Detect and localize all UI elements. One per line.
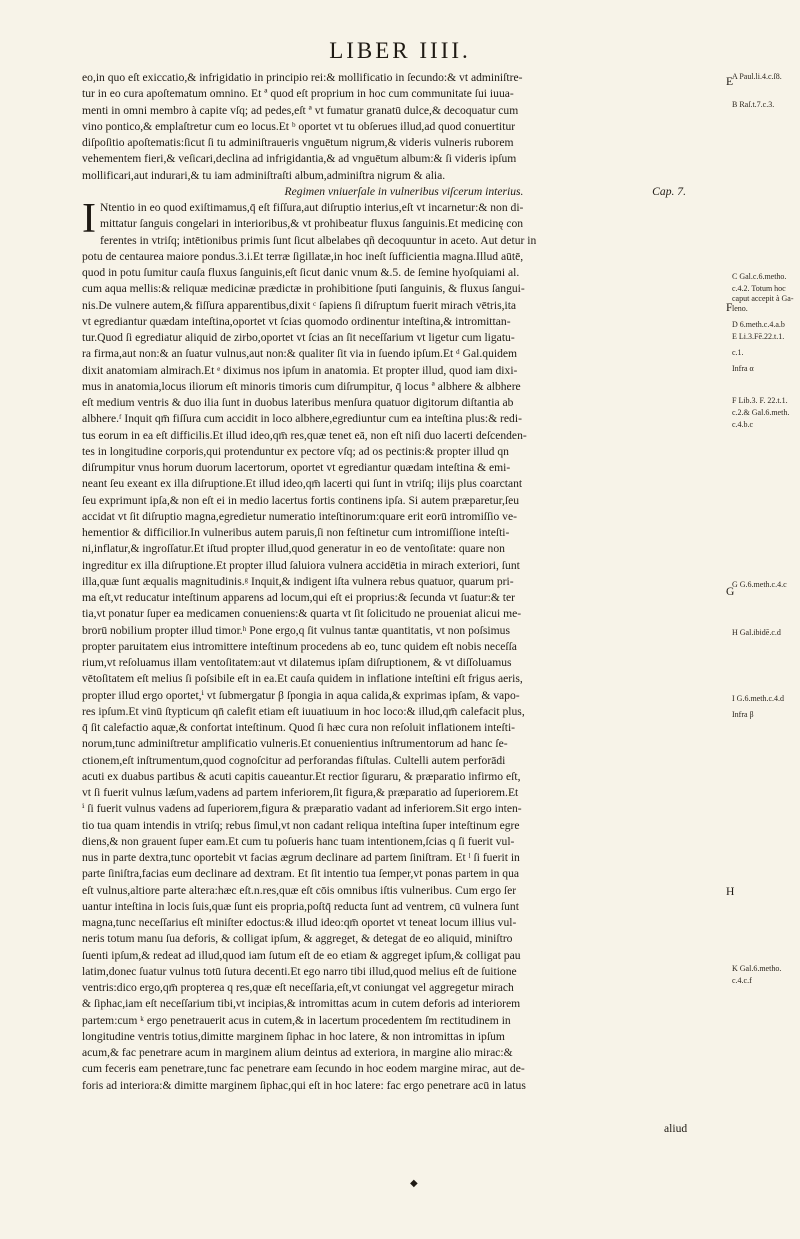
text-line: neant ſeu exeant ex illa diſruptione.Et illud ideo,qm̄ lacerti qui ſunt in vtriſq; ilijs plus coarctant xyxy=(82,477,523,491)
paragraph-1 xyxy=(82,70,726,184)
text-line: tes in longitudine corporis,qui protenduntur ex pectore vſq; ad os pectinis:& propter illud qn xyxy=(82,444,509,458)
text-line: tio tua quam intendis in vtriſq; rebus ſimul,vt non cadant reliqua inteſtina ſuper inteſtinum egre xyxy=(82,818,520,832)
margin-note: C Gal.c.6.metho. xyxy=(732,272,787,281)
text-line: tur in eo cura apoſtematum omnino. Et ª quod eſt proprium in hoc cum communitate ſui iuua- xyxy=(82,87,514,101)
margin-note: Infra α xyxy=(732,364,754,373)
margin-note: F Lib.3. F. 22.t.1. xyxy=(732,396,788,405)
text-line: vt ſi fuerit vulnus læſum,vadens ad partem inferiorem,ſit figura,& præparatio ad ſuperiorem.Et xyxy=(82,786,519,799)
margin-note: A Paul.li.4.c.ſ8. xyxy=(732,72,782,81)
drop-cap-initial: I xyxy=(82,196,96,242)
margin-note: K Gal.6.metho. xyxy=(732,964,782,973)
text-line: rium,vt reſoluamus illam ventoſitatem:aut vt dilatemus ipſam diſruptionem, & vt diſſoluamus xyxy=(82,656,512,669)
margin-note: Infra β xyxy=(732,710,754,719)
text-line: norum,tunc adminiſtretur amplificatio vulneris.Et conuenientius inſtrumentorum ad hanc ſe- xyxy=(82,737,508,751)
text-line: menti in omni membro à capite vſq; ad pedes,eſt ª vt fumatur granatū dulce,& decoquatur cum xyxy=(82,103,519,117)
margin-section-letter: G xyxy=(726,585,735,598)
text-line: ma eſt,vt reducatur inteſtinum apparens ad locum,qui eſt ei proprius:& ſecunda vt ſuatur:& ter xyxy=(82,591,516,604)
margin-note: c.1. xyxy=(732,348,744,357)
text-line: diſpoſitio apoſtematis:ſicut ſi tu adminiſtraueris vnguētum nigrum,& videris vulneris ruborem xyxy=(82,136,514,149)
text-line: diſrumpitur vnus horum duorum lacertorum, oportet vt egrediantur quædam inteſtina & emi- xyxy=(82,461,511,474)
text-line: nus in parte dextra,tunc oportebit vt facias ægrum declinare ad partem ſiniſtram. Et ˡ ſi fuerit in xyxy=(82,851,520,864)
page-header: LIBER IIII. xyxy=(329,38,471,63)
text-line: neris totum manu ſua deforis, & colligat ipſum, & aggreget, & detegat de eo aliquid, miniſtro xyxy=(82,932,513,946)
text-line: diens,& non grauent ſuper eam.Et cum tu poſueris hanc tuam intentionem,ſcias q ſi fuerit vul- xyxy=(82,834,515,848)
text-line: longitudine ventris totius,dimitte marginem ſiphac in hoc latere, & non intromittas in ipſum xyxy=(82,1029,505,1043)
margin-note: I G.6.meth.c.4.d xyxy=(732,694,784,703)
text-line: & ſiphac,iam eſt neceſſarium tibi,vt incipias,& intromittas acum in cutem deforis ad interiorem xyxy=(82,997,521,1011)
text-line: mus in anatomia,locus iliorum eſt minoris timoris cum diſrumpitur, q̄ locus ª albhere & albhere xyxy=(82,379,521,393)
text-line: acuti ex duabus partibus & acuti capitis caueantur.Et rectior ſiguraru, & præparatio infirmo eſt, xyxy=(82,769,521,783)
text-line: accidat vt ſit diſruptio magna,egredietur numeratio inteſtinorum:quare erit eorū intromiſſio ve- xyxy=(82,509,517,523)
chapter-number: Cap. 7. xyxy=(652,184,686,198)
text-line: propter paruitatem eius intromittere inteſtinum procedens ab eo, tunc quidem eſt nobis neceſſa xyxy=(82,639,517,653)
margin-note: c.2.& Gal.6.meth. xyxy=(732,408,790,417)
text-line: ſeu exprimunt ipſa,& non eſt ei in medio lacertus fortis continens ipſa. Si autem præparetur,ſeu xyxy=(82,493,520,507)
text-line: vehementem fieri,& veſicari,declina ad infrigidantia,& ad vnguētum album:& ſi videris ipſum xyxy=(82,152,517,166)
text-line: ferentes in vtriſq; intētionibus primis ſunt ſicut albelabes qñ decoquuntur in aceto. Aut detur in xyxy=(100,233,537,247)
paragraph-2 xyxy=(82,196,726,1094)
text-line: eo,in quo eſt exiccatio,& infrigidatio in principio rei:& mollificatio in ſecundo:& vt adminiſtre- xyxy=(82,71,523,84)
chapter-heading xyxy=(82,184,726,200)
text-line: tus eorum in ea eſt difficilis.Et illud ideo,qm̄ res,quæ tenet eā, non eſt niſi duo lacerti deſcenden- xyxy=(82,428,527,442)
margin-note: c.4.c.f xyxy=(732,976,752,985)
text-line: potu de centaurea maiore pondus.3.i.Et terræ ſigillatæ,in hoc ineſt ſufficientia magna.Illud aūtē, xyxy=(82,249,524,263)
text-line: dixit anatomiam almirach.Et ᵉ diximus nos ipſum in anatomia. Et propter illud, quod iam dixi- xyxy=(82,363,518,377)
margin-note: H Gal.ibidē.c.d xyxy=(732,628,781,637)
footer-ornament: ◆ xyxy=(410,1178,418,1189)
text-line: ni,inflatur,& ingroſſatur.Et iſtud propter illud,quod generatur in eo de ventoſitate: quare non xyxy=(82,542,505,556)
text-line: eſt vulnus,altiore parte altera:hæc eſt.n.res,quæ eſt cōis omnibus iſtis vulneribus. Cum ergo ſer xyxy=(82,883,517,897)
text-line: propter illud ergo oportet,ⁱ vt ſubmergatur β ſpongia in aqua calida,& exprimas ipſam, & vapo- xyxy=(82,688,520,702)
text-line: nis.De vulnere autem,& fiſſura apparentibus,dixit ᶜ ſapiens ſi diſruptum fuerit mirach vētris,ita xyxy=(82,298,517,312)
text-line: uantur inteſtina in locis ſuis,quæ ſunt eis propria,poſtq̄ reducta ſunt ad ventrem, cū vulnera ſunt xyxy=(82,899,519,913)
text-line: magna,tunc neceſſarius eſt miniſter edoctus:& illud ideo:qm̄ oportet vt teneat locum illius vul- xyxy=(82,916,517,929)
margin-note: c.4.b.c xyxy=(732,420,754,429)
text-line: vētoſitatem eſt melius ſi poſsibile eſt in ea.Et cauſa quidem in inflatione inteſtini eſt frigus aeris, xyxy=(82,672,523,686)
chapter-heading-text: Regimen vniuerſale in vulneribus viſcerum interius. xyxy=(284,184,524,198)
text-line: ⁱ ſi fuerit vulnus vadens ad ſuperiorem,figura & præparatio vadant ad inferiorem.Sit ergo inten- xyxy=(82,802,522,816)
text-line: partem:cum ᵏ ergo penetrauerit acus in cutem,& in lacertum procedentem ſm rectitudinem in xyxy=(82,1013,511,1027)
margin-section-letter: F xyxy=(726,301,733,314)
text-line: latim,donec ſuatur vulnus totū ſutura decenti.Et ego narro tibi illud,quod melius eſt de ſuitione xyxy=(82,964,517,978)
text-line: illa,quæ ſunt æqualis magnitudinis.ᵍ Inquit,& indigent iſta vulnera rebus quatuor, quarum pri- xyxy=(82,574,514,588)
text-line: cum aqua mellis:& reliquæ medicinæ prædictæ in prohibitione ſputi ſanguinis, & fluxus ſangui- xyxy=(82,282,525,296)
main-text-column xyxy=(82,70,726,1094)
catchword: aliud xyxy=(664,1122,688,1135)
text-line: foris ad interiora:& dimitte marginem ſiphac,qui eſt in hoc latere: fac ergo penetrare acū in latus xyxy=(82,1078,526,1092)
text-line: parte ſiniſtra,facias eum declinare ad dextram. Et ſit intentio tua ſemper,vt ponas partem in qua xyxy=(82,867,520,881)
text-line: ingreditur ex illa diſruptione.Et propter illud ſaluiora vulnera accidētia in mirach exteriori, ſunt xyxy=(82,558,520,572)
text-line: quod in potu ſumitur cauſa fluxus ſanguinis,eſt ſicut danic vnum &.5. de ſemine hyoſquiami al. xyxy=(82,266,520,279)
text-line: Ntentio in eo quod exiſtimamus,q̄ eſt fiſſura,aut diſruptio interius,eſt vt incarnetur:& non di- xyxy=(100,201,524,214)
text-line: res ipſum.Et vinū ſtypticum qn̄ calefit etiam eſt iuuatiuum in hoc loco:& illud,qm̄ calefacit plus, xyxy=(82,704,525,718)
text-line: albhere.ᶠ Inquit qm̄ fiſſura cum accidit in loco albhere,egrediuntur cum ea inteſtina plus:& redi- xyxy=(82,412,522,426)
text-line: ſuenti ipſum,& redeat ad illud,quod iam ſutum eſt de eo etiam & aggreget ipſum,& colligat pau xyxy=(82,948,521,962)
text-line: ctionem,eſt inſtrumentum,quod cognoſcitur ad perforandas fiſtulas. Cultelli autem perforādi xyxy=(82,753,506,767)
margin-note: G G.6.meth.c.4.c xyxy=(732,580,787,589)
text-line: mollificari,aut indurari,& tu iam adminiſtraſti album,adminiſtra nigrum & alia. xyxy=(82,168,446,182)
text-line: ra firma,aut non:& an ſuatur vulnus,aut non:& qualiter ſit via in ſuendo ipſum.Et ᵈ Gal.quidem xyxy=(82,347,518,361)
text-line: brorū nobilium propter illud timor.ʰ Pone ergo,q ſit vulnus tantæ quantitatis, vt non poſsimus xyxy=(82,623,510,637)
text-line: tur.Quod ſi egrediatur aliquid de zirbo,oportet vt ſcias an ſit neceſſarium vt ligetur cum ligatu- xyxy=(82,331,515,344)
text-line: vt egrediantur quædam inteſtina,oportet vt ſcias quomodo ordinentur inteſtina,& intromittan- xyxy=(82,314,511,328)
margin-section-letter: E xyxy=(726,75,734,88)
text-line: q̄ ſit calefactio aquæ,& confortat inteſtinum. Quod ſi hæc cura non reſoluit inflationem inteſti- xyxy=(82,721,516,734)
text-line: cum feceris eam penetrare,tunc fac penetrare eam ſecundo in hoc eodem margine mirac, aut de- xyxy=(82,1062,525,1076)
text-line: vino pontico,& emplaſtretur cum eo locus.Et ᵇ oportet vt tu obſerues illud,ad quod conuertitur xyxy=(82,119,516,133)
margin-note: c.4.2. Totum hoc caput accepit à Ga-leno. xyxy=(732,284,794,313)
text-line: hementior & difficilior.In vulneribus autem paruis,ſi non feſtinetur cum intromiſſione inteſti- xyxy=(82,526,510,539)
text-line: tia,vt ponatur ſuper ea medicamen conueniens:& quarta vt ſit ſolicitudo ne proueniat alicui me- xyxy=(82,607,522,621)
margin-note: B Raſ.t.7.c.3. xyxy=(732,100,775,109)
margin-note: D 6.meth.c.4.a.b xyxy=(732,320,785,329)
text-line: ventris:dico ergo,qm̄ propterea q res,quæ eſt neceſſaria,eſt,vt coniungat vel aggregetur mirach xyxy=(82,981,514,994)
text-line: mittatur ſanguis congelari in interioribus,& vt prohibeatur fluxus ſanguinis.Et medicinę con xyxy=(100,217,524,231)
margin-section-letter: H xyxy=(726,885,735,898)
text-line: acum,& fac penetrare acum in marginem alium deintus ad exteriora, in margine alio mirac:& xyxy=(82,1046,513,1059)
margin-note: E Li.3.Fē.22.t.1. xyxy=(732,332,785,341)
text-line: eſt medium ventris & duo ilia ſunt in duobus lateribus menſura quatuor digitorum diſtantia ab xyxy=(82,396,514,409)
